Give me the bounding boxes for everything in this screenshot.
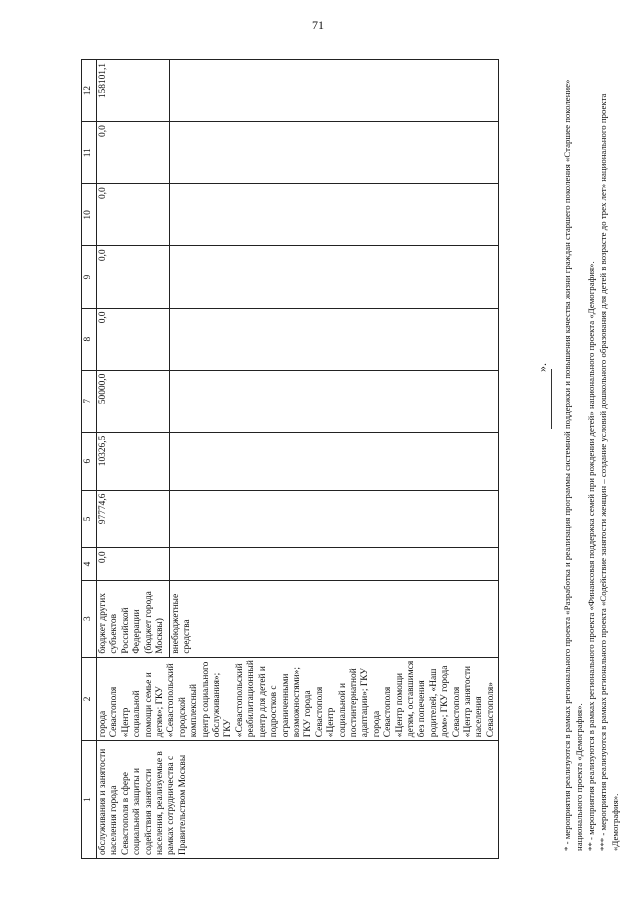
header-cell: 6	[82, 432, 97, 490]
value-cell: 97774,6	[97, 490, 170, 548]
empty-cell	[170, 490, 499, 548]
value-cell: 50000,0	[97, 370, 170, 432]
program-table	[81, 59, 499, 859]
footnote: ** - мероприятия реализуются в рамках регионального проекта «Финансовая поддержка семей при рождении детей» национального проекта «Демография».	[586, 261, 596, 851]
value-cell: 0,0	[97, 246, 170, 308]
executors-cell: города Севастополя «Центр социальной помощи семье и детям»; ГКУ «Севастопольский городской комплексный центр социального обслуживания»; ГКУ «Севастопольский реабилитационный центр для детей и подростков с ограниченными возможностями»; ГКУ города Севастополя «Центр социальной и постинтернатной адаптации»; ГКУ города Севастополя «Центр помощи детям, оставшимся без попечения родителей, «Наш дом»; ГКУ города Севастополя «Центр занятости населения Севастополя»	[97, 657, 499, 741]
header-cell: 12	[82, 60, 97, 122]
footnote: *** - мероприятия реализуются в рамках регионального проекта «Содействие занятости женщин – создание условий дошкольного образования для детей в возрасте до трех лет» национального проекта «Демография».	[598, 93, 620, 851]
empty-cell	[170, 432, 499, 490]
header-cell: 9	[82, 246, 97, 308]
empty-cell	[170, 308, 499, 370]
empty-cell	[170, 184, 499, 246]
separator-line	[551, 369, 552, 429]
rotated-page-content	[81, 59, 620, 859]
empty-cell	[170, 548, 499, 580]
value-cell: 10326,5	[97, 432, 170, 490]
value-cell: 158101,1	[97, 60, 170, 122]
value-cell: 0,0	[97, 122, 170, 184]
value-cell: 0,0	[97, 184, 170, 246]
empty-cell	[170, 370, 499, 432]
value-cell: 0,0	[97, 308, 170, 370]
table-row	[97, 60, 170, 859]
footnote: * - мероприятия реализуются в рамках регионального проекта «Разработка и реализация программы системной поддержки и повышения качества жизни граждан старшего поколения «Старшее поколение» национального проекта «Демография».	[562, 79, 584, 851]
closing-quote-mark: ».	[535, 363, 549, 372]
funding-source-cell: бюджет других субъектов Российской Федерации (бюджет города Москвы)	[97, 580, 170, 657]
header-cell: 3	[82, 580, 97, 657]
value-cell: 0,0	[97, 548, 170, 580]
empty-cell	[170, 122, 499, 184]
header-row	[82, 60, 97, 859]
header-cell: 2	[82, 657, 97, 741]
measure-description-cell: обслуживания и занятости населения города Севастополя в сфере социальной защиты и содействия занятости населения, реализуемые в рамках сотрудничества с Правительством Москвы	[97, 741, 499, 859]
header-cell: 4	[82, 548, 97, 580]
header-cell: 1	[82, 741, 97, 859]
header-cell: 10	[82, 184, 97, 246]
header-cell: 8	[82, 308, 97, 370]
empty-cell	[170, 246, 499, 308]
header-cell: 11	[82, 122, 97, 184]
funding-source-cell: внебюджетные средства	[170, 580, 499, 657]
header-cell: 5	[82, 490, 97, 548]
header-cell: 7	[82, 370, 97, 432]
page-number: 71	[312, 18, 324, 32]
footnotes	[561, 61, 621, 851]
empty-cell	[170, 60, 499, 122]
